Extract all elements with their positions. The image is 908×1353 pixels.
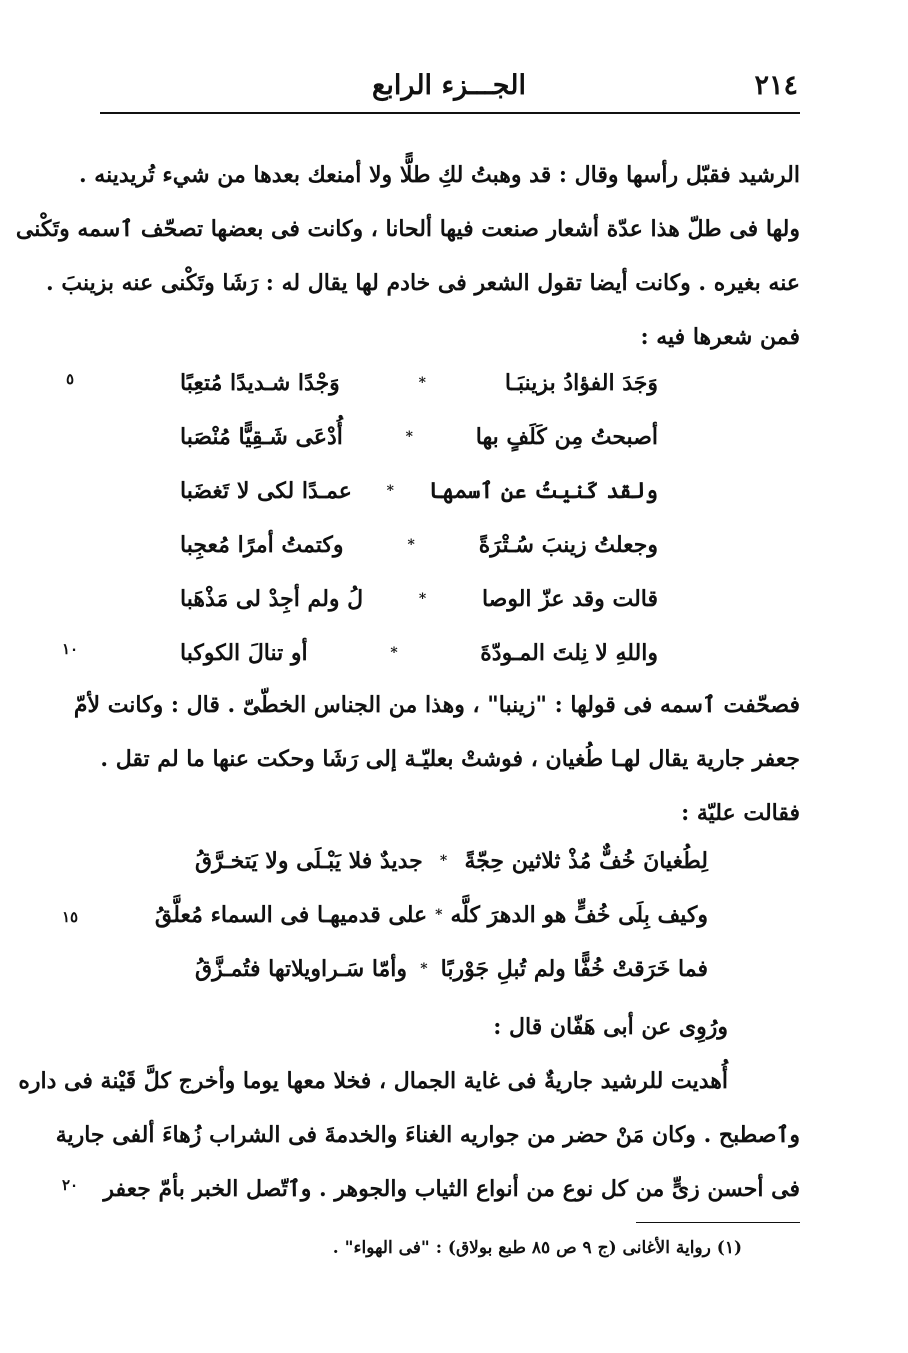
prose-line: عنه بغيره . وكانت أيضا تقول الشعر فى خادم لها يقال له : رَشَا وتَكْنى عنه بزينبَ .	[46, 270, 800, 296]
poem-2	[154, 834, 708, 996]
verse-second-hemistich: عمـدًا لكى لا تَغضَبا	[180, 478, 352, 504]
asterisk-separator: *	[386, 483, 394, 499]
margin-line-number: ٢٠	[61, 1176, 79, 1194]
prose-line: الرشيد فقبّل رأسها وقال : قد وهبتُ لكِ طلًّا ولا أمنعك بعدها من شيء تُريدينه .	[78, 162, 800, 188]
verse-second-hemistich: لُ ولم أجِدْ لى مَذْهَبا	[180, 586, 364, 612]
prose-line: فقالت عليّة :	[681, 800, 800, 826]
prose-block-2	[73, 678, 800, 840]
margin-line-number: ٥	[65, 370, 75, 388]
asterisk-separator: *	[439, 853, 448, 869]
verse-first-hemistich: لِطُغيانَ خُفٌّ مُذْ ثلاثين حِجّةً	[464, 848, 708, 874]
page-number: ٢١٤	[754, 70, 798, 101]
verse-second-hemistich: وأمّا سَـراويلاتها فتُمـزَّقُ	[195, 956, 408, 982]
margin-line-number: ١٥	[61, 908, 79, 926]
verse-line	[180, 410, 658, 464]
verse-first-hemistich: وكيف بِلَى خُفٍّ هو الدهرَ كلَّه	[450, 902, 708, 928]
prose-block-1	[15, 148, 800, 364]
verse-line	[180, 518, 658, 572]
verse-first-hemistich: وَجَدَ الفؤادُ بزينبَـا	[504, 370, 658, 396]
prose-line: جعفر جارية يقال لهـا طُغيان ، فوشتْ بعليّـة إلى رَشَا وحكت عنها ما لم تقل .	[100, 746, 800, 772]
verse-second-hemistich: أُدْعَى شَـقِيًّا مُنْصَبا	[180, 424, 343, 450]
verse-line	[154, 888, 708, 942]
asterisk-separator: *	[405, 429, 413, 445]
header-rule	[100, 112, 800, 114]
prose-line: ولها فى طلّ هذا عدّة أشعار صنعت فيها ألحانا ، وكانت فى بعضها تصحّف ٱسمه وتَكْنى	[15, 216, 800, 242]
verse-line	[195, 834, 708, 888]
prose-line: فصحّفت ٱسمه فى قولها : "زينبا" ، وهذا من الجناس الخطّىّ . قال : وكانت لأمّ	[73, 692, 800, 718]
footnote-rule	[636, 1222, 800, 1223]
verse-first-hemistich: أصبحتُ مِن كَلَفٍ بها	[475, 424, 658, 450]
asterisk-separator: *	[418, 375, 426, 391]
verse-first-hemistich: قالت وقد عزّ الوصا	[481, 586, 658, 612]
verse-line	[195, 942, 708, 996]
asterisk-separator: *	[407, 537, 415, 553]
asterisk-separator: *	[435, 907, 443, 923]
prose-line: وٱصطبح . وكان مَنْ حضر من جواريه الغناءَ والخدمةَ فى الشراب زُهاءَ ألفى جارية	[55, 1122, 800, 1148]
asterisk-separator: *	[420, 961, 428, 977]
verse-line	[180, 572, 658, 626]
prose-line: ورُوِى عن أبى هَفّان قال :	[493, 1014, 728, 1040]
verse-first-hemistich: فما خَرَقتْ خُفًّا ولم تُبلِ جَوْربًا	[440, 956, 708, 982]
prose-line: فمن شعرها فيه :	[640, 324, 800, 350]
prose-line: فى أحسن زىٍّ من كل نوع من أنواع الثياب والجوهر . وٱتّصل الخبر بأمّ جعفر	[103, 1176, 800, 1202]
asterisk-separator: *	[418, 591, 427, 607]
verse-second-hemistich: على قدميهـا فى السماء مُعلَّقُ	[154, 902, 428, 928]
verse-second-hemistich: أو تنالَ الكوكبا	[180, 640, 308, 666]
page-header	[100, 68, 798, 108]
footnote: (١) رواية الأغانى (ج ٩ ص ٨٥ طبع بولاق) : "فى الهواء" .	[332, 1238, 742, 1258]
running-title: الجـــزء الرابع	[372, 70, 526, 101]
asterisk-separator: *	[390, 645, 398, 661]
verse-line	[180, 464, 658, 518]
verse-second-hemistich: جديدٌ فلا يَبْـلَى ولا يَتخـرَّقُ	[195, 848, 423, 874]
prose-line: أُهديت للرشيد جاريةٌ فى غاية الجمال ، فخلا معها يوما وأخرج كلَّ قَيْنة فى داره	[18, 1068, 728, 1094]
margin-line-number: ١٠	[61, 640, 79, 658]
verse-line	[180, 356, 658, 410]
verse-first-hemistich: وجعلتُ زينبَ سُـتْرَةً	[478, 532, 658, 558]
verse-second-hemistich: وكتمتُ أمرًا مُعجِبا	[180, 532, 344, 558]
verse-first-hemistich: واللهِ لا نِلتَ المـودّةَ	[480, 640, 658, 666]
poem-1	[180, 356, 658, 680]
verse-second-hemistich: وَجْدًا شـديدًا مُتعِبًا	[180, 370, 340, 396]
verse-line	[180, 626, 658, 680]
verse-first-hemistich: ولقد كَنيتُ عن ٱسمها	[428, 478, 658, 504]
